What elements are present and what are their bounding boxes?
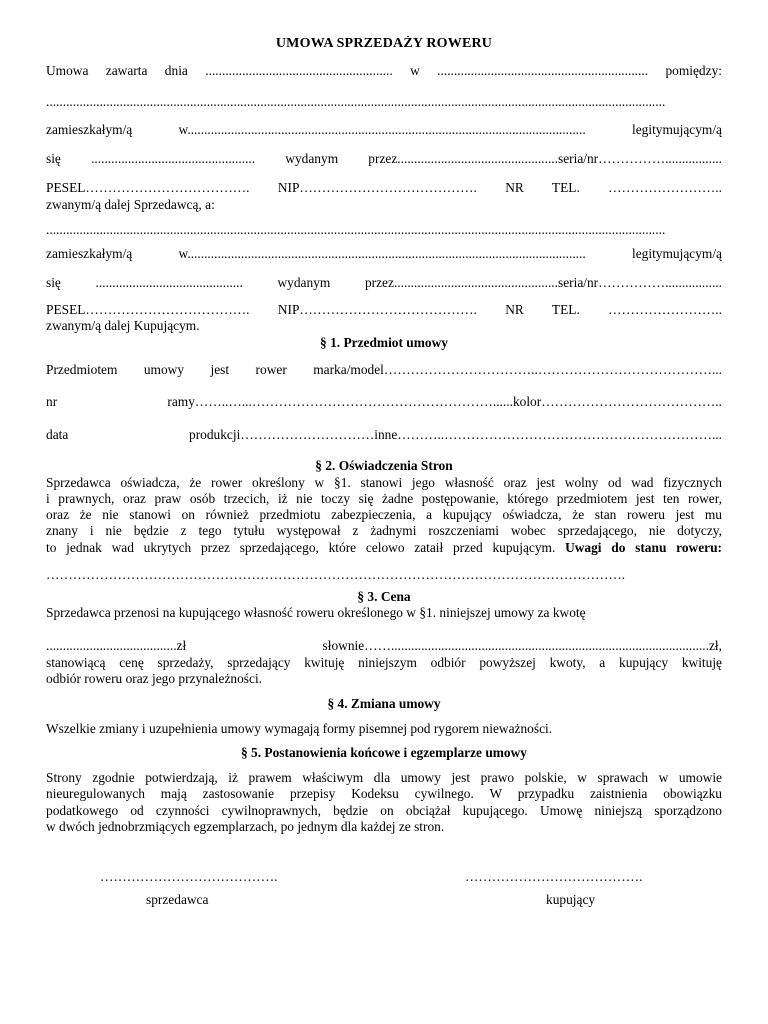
price-line: .......................................zł słownie……...............................................................................................zł,: [46, 638, 722, 653]
document-title: UMOWA SPRZEDAŻY ROWERU: [275, 36, 493, 51]
section-2-text: to jednak wad ukrytych przez sprzedającego, które celowo zataił przed kupującym.: [46, 540, 556, 555]
section-2-text-line: [46, 540, 722, 556]
section-3-text-line: Sprzedawca przenosi na kupującego własność roweru określonego w §1. niniejszej umowy za kwotę: [46, 605, 586, 620]
section-2-heading: § 2. Oświadczenia Stron: [315, 458, 453, 473]
section-2-text-line: oraz że nie stanowi on również przedmiotu zabezpieczenia, a kupujący oświadcza, że stan roweru jest mu: [46, 507, 722, 522]
seller-signature-line: ………………………………….: [100, 869, 278, 884]
buyer-pesel-line: PESEL………………………………. NIP…………………………………. NR TEL. ……………………..: [46, 302, 722, 317]
section-2-text-line: Sprzedawca oświadcza, że rower określony w §1. stanowi jego własność oraz jest wolny od wad fizycznych: [46, 475, 722, 490]
bike-condition-label: Uwagi do stanu roweru:: [565, 540, 722, 555]
section-5-text-line: podatkowego od czynności cywilnoprawnych, będzie on obciążał kupującego. Umowę niniejszą sporządzono: [46, 803, 722, 818]
bike-production-line: data produkcji…………………………inne………..……………………………………………………...: [46, 427, 722, 442]
seller-address-line: zamieszkałym/ą w....................................................................................................................... legitymującym/ą: [46, 122, 722, 137]
buyer-address-line: zamieszkałym/ą w....................................................................................................................... legitymującym/ą: [46, 246, 722, 261]
buyer-name-line: .........................................................................................................................................................................................: [46, 222, 666, 237]
bike-brand-line: Przedmiotem umowy jest rower marka/model……………………………..…………………………………...: [46, 362, 722, 377]
seller-name-line: .........................................................................................................................................................................................: [46, 94, 666, 109]
seller-pesel-line: PESEL………………………………. NIP…………………………………. NR TEL. ……………………..: [46, 180, 722, 195]
section-4-heading: § 4. Zmiana umowy: [327, 696, 441, 711]
section-5-text-line: Strony zgodnie potwierdzają, iż prawem właściwym dla umowy jest prawo polskie, w sprawach w umowie: [46, 770, 722, 785]
section-5-heading: § 5. Postanowienia końcowe i egzemplarze umowy: [240, 745, 527, 760]
buyer-designation: zwanym/ą dalej Kupującym.: [46, 318, 200, 333]
section-1-heading: § 1. Przedmiot umowy: [320, 335, 448, 350]
buyer-signature-line: ………………………………….: [465, 869, 643, 884]
section-3-text-line: odbiór roweru oraz jego przynależności.: [46, 671, 263, 686]
contract-date-place-line: Umowa zawarta dnia ........................................................ w ............................................................... pomiędzy:: [46, 63, 722, 78]
seller-id-line: się ................................................. wydanym przez................................................seria/nr…………….................: [46, 151, 722, 166]
bike-condition-line: ………………………………………………………………………………………………………………….: [46, 567, 626, 582]
section-3-heading: § 3. Cena: [357, 589, 411, 604]
section-5-text-line: w dwóch jednobrzmiących egzemplarzach, po jednym dla każdej ze stron.: [46, 819, 445, 834]
section-5-text-line: nieuregulowanych mają zastosowanie przepisy Kodeksu cywilnego. W przypadku zaistnienia obowiązku: [46, 786, 722, 801]
buyer-id-line: się ............................................ wydanym przez.................................................seria/nr…………….................: [46, 275, 722, 290]
seller-signature-label: sprzedawca: [146, 892, 209, 907]
section-2-text-line: znany i nie będzie z tego tytułu występował z żadnymi roszczeniami wobec sprzedającego, nie dotyczy,: [46, 523, 722, 538]
seller-designation: zwanym/ą dalej Sprzedawcą, a:: [46, 197, 215, 212]
section-2-text-line: i prawnych, oraz praw osób trzecich, iż nie toczy się żadne postępowanie, którego przedmiotem jest ten rower,: [46, 491, 722, 506]
section-3-text-line: stanowiącą cenę sprzedaży, sprzedający kwituję niniejszym odbiór powyższej kwoty, a kupujący kwituję: [46, 655, 722, 670]
bike-frame-line: nr ramy……..…...………………………………………………......kolor…………………………………..: [46, 394, 722, 409]
buyer-signature-label: kupujący: [546, 892, 596, 907]
section-4-text-line: Wszelkie zmiany i uzupełnienia umowy wymagają formy pisemnej pod rygorem nieważności.: [46, 721, 553, 736]
